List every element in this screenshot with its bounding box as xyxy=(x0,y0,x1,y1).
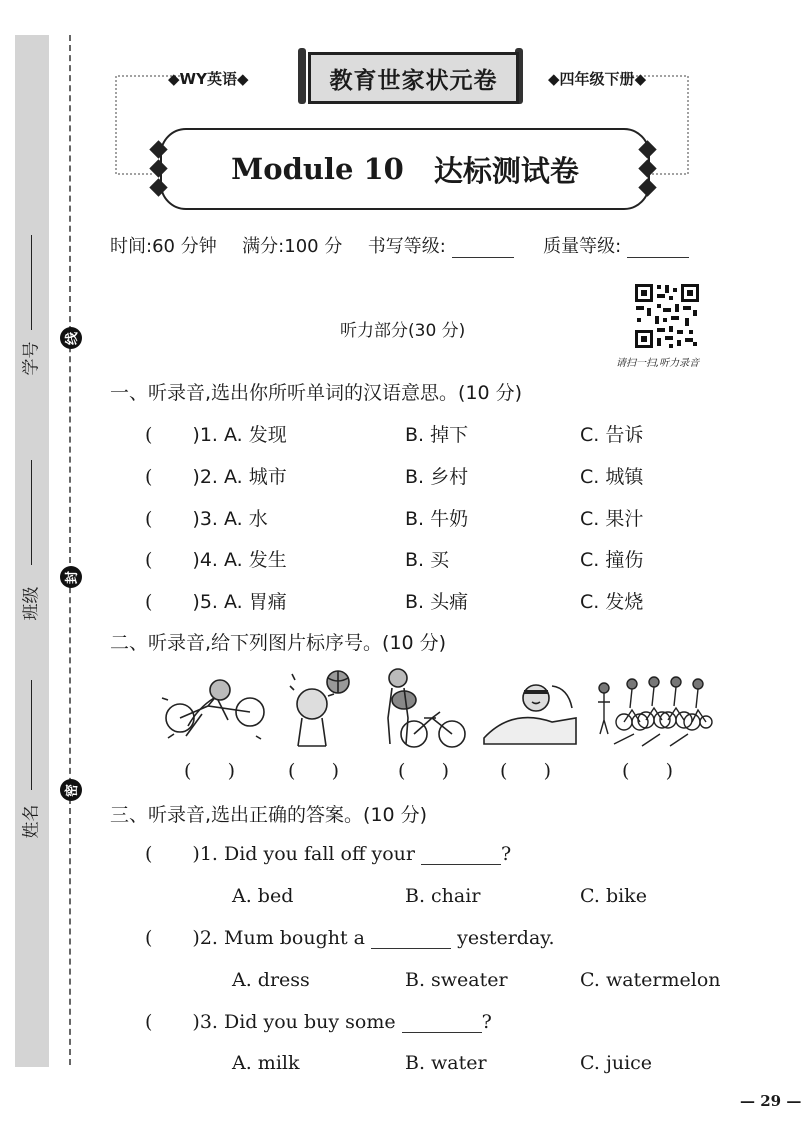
answer-blank[interactable] xyxy=(402,1012,482,1033)
section3-question: ( )1. Did you fall off your ? xyxy=(145,843,512,865)
option-c: C. 果汁 xyxy=(580,508,644,530)
section1-item: ( )2. A. 城市 xyxy=(145,466,287,488)
option-b: B. 掉下 xyxy=(405,424,469,446)
option-b: B. chair xyxy=(405,885,481,907)
section1-item: ( )1. A. 发现 xyxy=(145,424,287,446)
option-b: B. water xyxy=(405,1052,487,1074)
student-id-label: 学号 xyxy=(21,341,42,376)
section1-item: ( )3. A. 水 xyxy=(145,508,268,530)
picture-boy-with-watermelon-and-bike xyxy=(378,668,466,750)
listening-part-title: 听力部分(30 分) xyxy=(340,321,466,341)
left-tag: ◆WY英语◆ xyxy=(168,70,249,88)
module-title: Module 10 xyxy=(231,152,404,186)
option-c: C. bike xyxy=(580,885,647,907)
picture-boy-in-bed-sick xyxy=(482,668,578,750)
picture4-answer-paren[interactable]: ( ) xyxy=(500,760,552,782)
section1-item: ( )4. A. 发生 xyxy=(145,549,287,571)
class-blank[interactable] xyxy=(31,460,32,565)
answer-paren[interactable]: ( xyxy=(145,927,153,949)
picture-boy-hit-by-ball xyxy=(284,668,354,750)
picture-people-riding-bikes xyxy=(594,668,712,750)
line-badge: 线 xyxy=(60,327,82,349)
picture2-answer-paren[interactable]: ( ) xyxy=(288,760,340,782)
picture5-answer-paren[interactable]: ( ) xyxy=(622,760,674,782)
binding-strip xyxy=(15,35,49,1067)
option-c: C. 城镇 xyxy=(580,466,644,488)
option-b: B. 牛奶 xyxy=(405,508,469,530)
qr-caption: 请扫一扫,听力录音 xyxy=(616,358,700,369)
full-score: 满分:100 分 xyxy=(242,236,343,257)
option-b: B. sweater xyxy=(405,969,508,991)
section1-item: ( )5. A. 胃痛 xyxy=(145,591,287,613)
title-box xyxy=(160,128,650,210)
quality-grade-label: 质量等级: xyxy=(543,236,622,257)
secret-badge: 密 xyxy=(60,779,82,801)
answer-paren[interactable]: ( xyxy=(145,466,153,488)
option-c: C. watermelon xyxy=(580,969,721,991)
option-a: A. dress xyxy=(232,969,310,991)
right-tag: ◆四年级下册◆ xyxy=(548,70,647,88)
cut-line xyxy=(69,35,71,1065)
writing-grade-label: 书写等级: xyxy=(367,236,446,257)
option-a: A. bed xyxy=(232,885,294,907)
quality-grade-blank[interactable] xyxy=(627,235,689,258)
picture1-answer-paren[interactable]: ( ) xyxy=(184,760,236,782)
class-label: 班级 xyxy=(21,586,42,621)
exam-info xyxy=(110,232,689,258)
option-b: B. 乡村 xyxy=(405,466,469,488)
section3-question: ( )3. Did you buy some ? xyxy=(145,1011,492,1033)
option-c: C. 撞伤 xyxy=(580,549,644,571)
name-blank[interactable] xyxy=(31,680,32,790)
answer-paren[interactable]: ( xyxy=(145,424,153,446)
writing-grade-blank[interactable] xyxy=(452,235,514,258)
option-c: C. 告诉 xyxy=(580,424,644,446)
answer-paren[interactable]: ( xyxy=(145,1011,153,1033)
section1-title: 一、听录音,选出你所听单词的汉语意思。(10 分) xyxy=(110,382,523,404)
section2-title: 二、听录音,给下列图片标序号。(10 分) xyxy=(110,632,447,654)
section3-question: ( )2. Mum bought a yesterday. xyxy=(145,927,555,949)
right-diamonds xyxy=(641,143,654,194)
option-a: A. milk xyxy=(232,1052,300,1074)
answer-paren[interactable]: ( xyxy=(145,549,153,571)
answer-blank[interactable] xyxy=(371,928,451,949)
option-b: B. 买 xyxy=(405,549,450,571)
test-title: 达标测试卷 xyxy=(433,153,579,188)
time-limit: 时间:60 分钟 xyxy=(110,236,217,257)
name-label: 姓名 xyxy=(21,804,42,839)
qr-code-icon[interactable] xyxy=(633,282,701,350)
picture-girl-falls-off-bike xyxy=(158,668,270,750)
seal-badge: 封 xyxy=(60,566,82,588)
answer-blank[interactable] xyxy=(421,844,501,865)
option-b: B. 头痛 xyxy=(405,591,469,613)
picture3-answer-paren[interactable]: ( ) xyxy=(398,760,450,782)
series-scroll-banner xyxy=(298,48,523,104)
answer-paren[interactable]: ( xyxy=(145,591,153,613)
page-number: — 29 — xyxy=(740,1092,801,1110)
student-id-blank[interactable] xyxy=(31,235,32,330)
answer-paren[interactable]: ( xyxy=(145,843,153,865)
option-c: C. juice xyxy=(580,1052,653,1074)
left-diamonds xyxy=(152,143,165,194)
section3-title: 三、听录音,选出正确的答案。(10 分) xyxy=(110,804,428,826)
answer-paren[interactable]: ( xyxy=(145,508,153,530)
series-title: 教育世家状元卷 xyxy=(308,52,519,104)
option-c: C. 发烧 xyxy=(580,591,644,613)
